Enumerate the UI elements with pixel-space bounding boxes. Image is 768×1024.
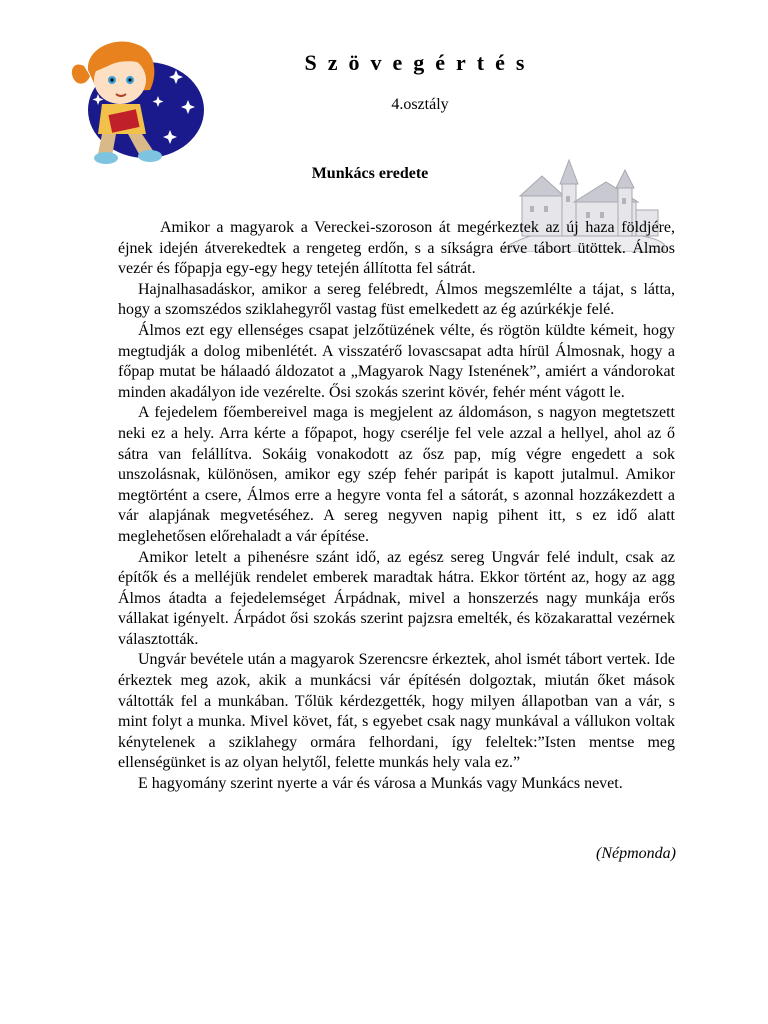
story-title: Munkács eredete (311, 165, 429, 182)
paragraph: Álmos ezt egy ellenséges csapat jelzőtüzének vélte, és rögtön küldte kémeit, hogy megtudják a dolog mibenlétét. A visszatérő lovascsapat adta hírül Álmosnak, hogy a főpap mutat be hálaadó áldozatot a „Magyarok Nagy Istenének”, amiért a vándorokat minden akadályon ide vezérelte. Ősi szokás szerint kövér, fehér mént vágott le. (118, 321, 675, 401)
paragraph: Amikor a magyarok a Vereckei-szoroson át megérkeztek az új haza földjére, éjnek idején átverekedtek a rengeteg erdőn, s a síkságra érve tábort ütöttek. Álmos vezér és főpapja egy-egy hegy tetején állította fel sátrát. (118, 219, 675, 278)
paragraph: A fejedelem főembereivel maga is megjelent az áldomáson, s nagyon megtetszett neki ez a hely. Arra kérte a főpapot, hogy cserélje fel vele azzal a hellyel, ahol az ő sátra van felállítva. Sokáig vonakodott az ősz pap, míg végre engedett a sok unszolásnak, különösen, amikor egy szép fehér paripát is kapott jutalmul. Amikor megtörtént a csere, Álmos erre a hegyre vonta fel a sátorát, s azonnal hozzákezdett a vár alapjának megvetéséhez. A sereg negyven napig pihent itt, s ez idő alatt meglehetősen előrehaladt a vár építése. (118, 404, 675, 545)
paragraph: Ungvár bevétele után a magyarok Szerencsre érkeztek, ahol ismét tábort vertek. Ide érkeztek meg azok, akik a munkácsi vár építésén dolgoztak, miután őket mások váltották fel a munkában. Tőlük kérdezgették, hogy milyen állapotban van a vár, s mint folyt a munka. Mivel követ, fát, s egyebet csak nagy munkával a vállukon voltak kénytelenek a sziklahegy ormára felhordani, így feleltek:”Isten mentse meg ellenségünket is az olyan helytől, felette munkás hely vala ez.” (118, 651, 675, 772)
paragraph: Amikor letelt a pihenésre szánt idő, az egész sereg Ungvár felé indult, csak az építők és a melléjük rendelet emberek maradtak hátra. Ekkor történt az, hogy az agg Álmos átadta a fejedelemséget Árpádnak, mivel a honszerzés nagy munkája erős vállakat igényelt. Árpádot ősi szokás szerint pajzsra emelték, és közakarattal vezérnek választották. (118, 548, 675, 648)
story-body (118, 218, 675, 795)
girl-reading-illustration (58, 30, 208, 172)
grade-label: 4.osztály (391, 96, 449, 113)
source-attribution: (Népmonda) (596, 845, 676, 862)
paragraph: E hagyomány szerint nyerte a vár és városa a Munkás vagy Munkács nevet. (138, 775, 623, 793)
paragraph: Hajnalhasadáskor, amikor a sereg felébredt, Álmos megszemlélte a tájat, s látta, hogy a szomszédos sziklahegyről vastag füst emelkedett az ég azúrkékje felé. (118, 280, 675, 319)
page-title: Szövegértés (304, 50, 536, 75)
